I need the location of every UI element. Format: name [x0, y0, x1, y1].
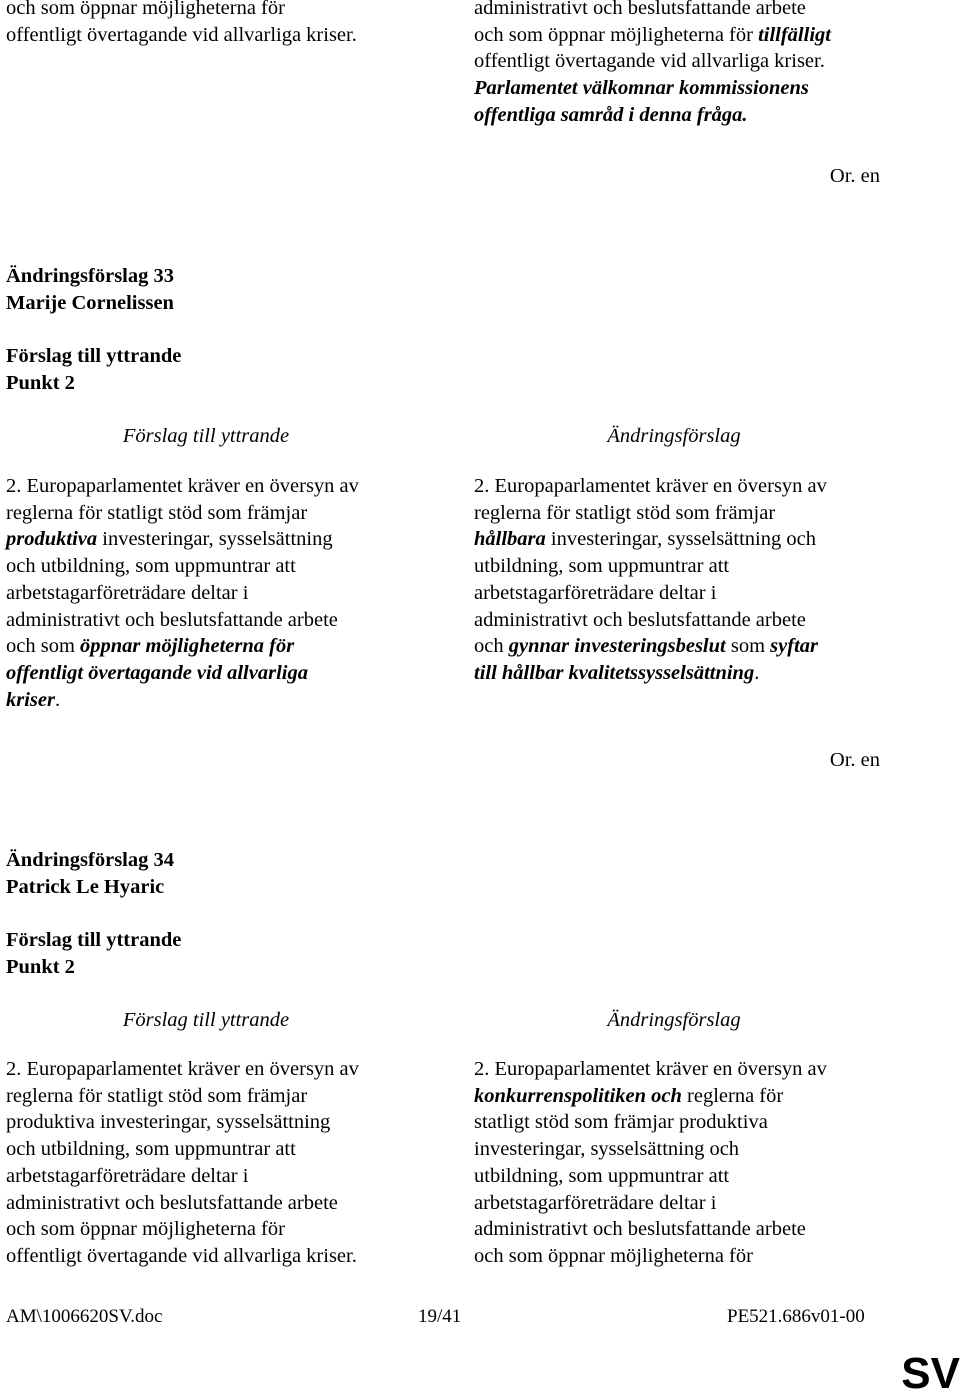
emphasized-text: Parlamentet välkomnar kommissionens: [474, 77, 809, 100]
footer-pe-ref: PE521.686v01-00: [727, 1306, 865, 1327]
text-line: reglerna för statligt stöd som främjar: [474, 501, 776, 524]
emphasized-text: gynnar investeringsbeslut: [508, 635, 726, 658]
text-line: investeringar, sysselsättning och: [474, 1138, 740, 1161]
text-line: arbetstagarföreträdare deltar i: [474, 1191, 717, 1214]
text-line: offentligt övertagande vid allvarliga kriser.: [474, 50, 825, 73]
text-line: administrativt och beslutsfattande arbete: [6, 608, 338, 631]
text-line: 2. Europaparlamentet kräver en översyn av: [6, 1058, 359, 1080]
text-line: arbetstagarföreträdare deltar i: [474, 581, 717, 604]
text-line: utbildning, som uppmuntrar att: [474, 555, 730, 578]
origin-label: Or. en: [829, 165, 880, 187]
amendment-original-text: [6, 1056, 446, 1270]
column-heading-left: Förslag till yttrande: [122, 1009, 290, 1031]
continuation-left: [6, 0, 446, 48]
text-line: 2. Europaparlamentet kräver en översyn av: [6, 475, 359, 497]
text-line: administrativt och beslutsfattande arbete: [6, 1191, 338, 1214]
emphasized-text: till hållbar kvalitetssysselsättning: [474, 661, 755, 684]
text-line: [474, 526, 894, 553]
emphasized-text: offentliga samråd i denna fråga.: [474, 103, 748, 126]
text-line: statligt stöd som främjar produktiva: [474, 1111, 768, 1134]
amendment-original-text: [6, 473, 446, 713]
text-line: produktiva investeringar, sysselsättning: [6, 1111, 331, 1134]
footer-doc-ref: AM\1006620SV.doc: [6, 1306, 163, 1327]
continuation-right: [474, 0, 894, 129]
amendment-author: Patrick Le Hyaric: [6, 876, 165, 898]
text-line: [474, 1083, 894, 1110]
text-line: och som öppnar möjligheterna för: [6, 0, 285, 19]
emphasized-text: kriser: [6, 688, 55, 711]
column-heading-right: Ändringsförslag: [607, 1009, 741, 1031]
text-span: .: [54, 688, 61, 711]
emphasized-text: produktiva: [6, 528, 98, 551]
text-span: reglerna för: [681, 1084, 784, 1107]
text-span: investeringar, sysselsättning och: [545, 528, 816, 551]
text-line: offentligt övertagande vid allvarliga kriser.: [6, 1244, 357, 1267]
text-line: [474, 660, 894, 687]
column-heading-right: Ändringsförslag: [607, 425, 741, 447]
emphasized-text: konkurrenspolitiken och: [474, 1084, 682, 1107]
text-line: och som öppnar möjligheterna för: [6, 1218, 285, 1241]
text-line: 2. Europaparlamentet kräver en översyn av: [474, 1058, 827, 1080]
text-line: arbetstagarföreträdare deltar i: [6, 1164, 249, 1187]
text-span: som: [725, 635, 771, 658]
text-line: och som öppnar möjligheterna för: [474, 1244, 753, 1267]
amendment-proposed-text: [474, 1056, 894, 1270]
point-label: Punkt 2: [6, 372, 75, 394]
doc-label: Förslag till yttrande: [6, 929, 182, 951]
footer-page-number: 19/41: [418, 1306, 462, 1327]
amendment-proposed-text: [474, 473, 894, 687]
text-span: och som: [6, 635, 81, 658]
emphasized-text: syftar: [770, 635, 818, 658]
amendment-title: Ändringsförslag 34: [6, 849, 175, 871]
text-line: administrativt och beslutsfattande arbete: [474, 1218, 806, 1241]
text-line: [6, 526, 446, 553]
amendment-title: Ändringsförslag 33: [6, 265, 175, 287]
emphasized-text: tillfälligt: [758, 23, 831, 46]
text-line: [6, 633, 446, 660]
emphasized-text: offentligt övertagande vid allvarliga: [6, 661, 308, 684]
language-mark: SV: [901, 1349, 960, 1398]
amendment-author: Marije Cornelissen: [6, 292, 174, 314]
emphasized-text: öppnar möjligheterna för: [80, 635, 295, 658]
text-line: administrativt och beslutsfattande arbete: [474, 608, 806, 631]
point-label: Punkt 2: [6, 956, 75, 978]
text-span: och som öppnar möjligheterna för: [474, 23, 759, 46]
text-line: utbildning, som uppmuntrar att: [474, 1164, 730, 1187]
text-line: [474, 22, 894, 49]
text-line: arbetstagarföreträdare deltar i: [6, 581, 249, 604]
doc-label: Förslag till yttrande: [6, 345, 182, 367]
text-line: reglerna för statligt stöd som främjar: [6, 1084, 308, 1107]
column-heading-left: Förslag till yttrande: [122, 425, 290, 447]
text-line: och utbildning, som uppmuntrar att: [6, 555, 296, 578]
text-line: administrativt och beslutsfattande arbete: [474, 0, 806, 19]
text-line: och utbildning, som uppmuntrar att: [6, 1138, 296, 1161]
text-line: reglerna för statligt stöd som främjar: [6, 501, 308, 524]
text-line: [6, 687, 446, 714]
emphasized-text: hållbara: [474, 528, 546, 551]
text-line: 2. Europaparlamentet kräver en översyn av: [474, 475, 827, 497]
text-span: investeringar, sysselsättning: [97, 528, 333, 551]
text-line: [474, 633, 894, 660]
text-line: offentligt övertagande vid allvarliga kriser.: [6, 23, 357, 46]
origin-label: Or. en: [829, 749, 880, 771]
text-span: .: [754, 661, 760, 684]
text-span: och: [474, 635, 509, 658]
